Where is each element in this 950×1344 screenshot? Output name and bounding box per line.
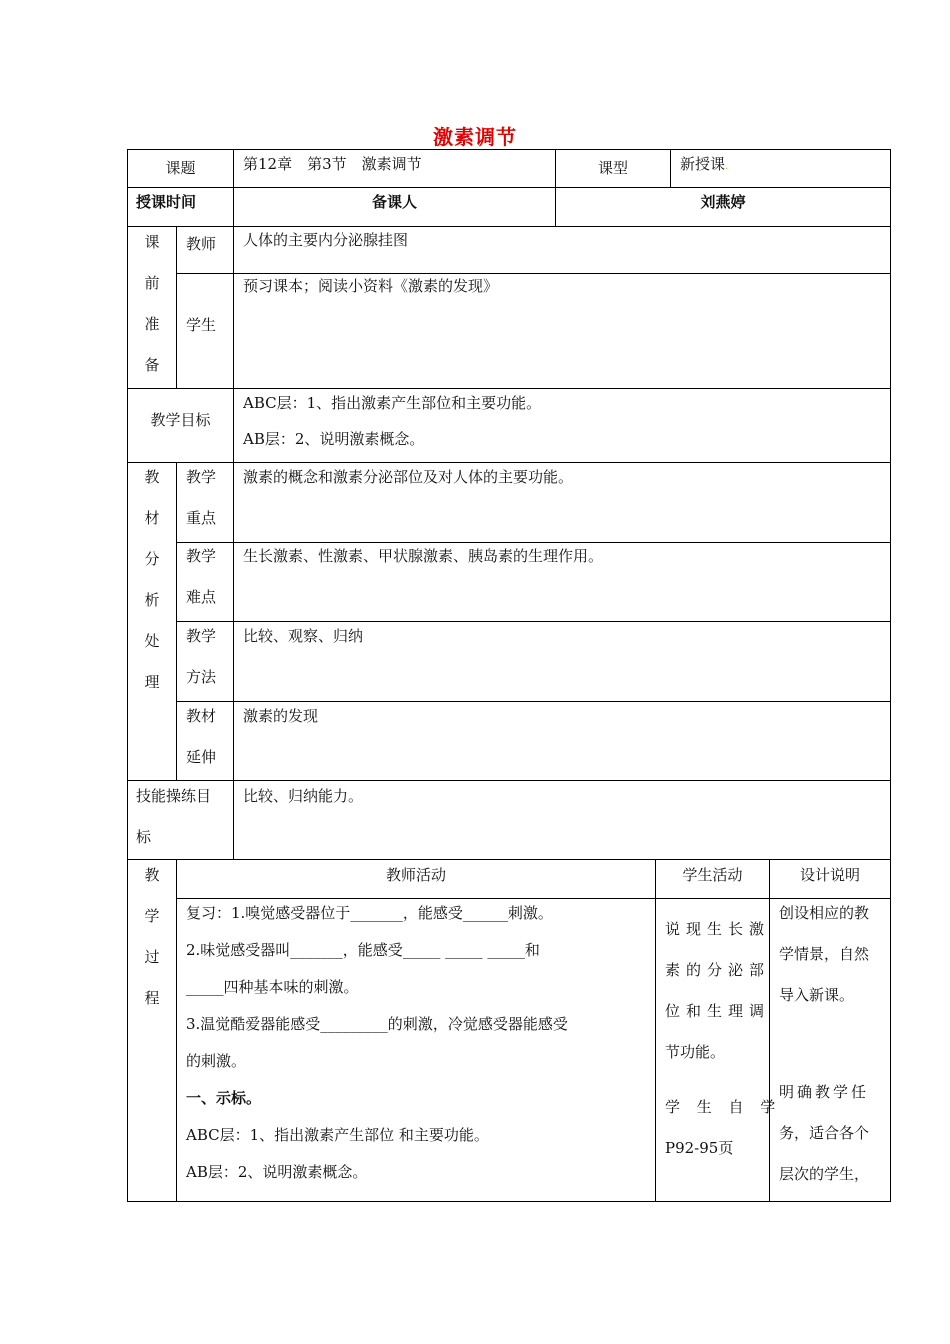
student-activity-header: 学生活动 [682, 866, 743, 884]
analysis-group-label: 教 材 分 析 处 理 [144, 468, 160, 691]
row-divider [127, 388, 891, 389]
method-label: 教学 方法 [186, 627, 217, 686]
topic-value: 第12章 第3节 激素调节 [243, 155, 422, 173]
time-label: 授课时间 [136, 193, 197, 211]
row-divider [176, 898, 891, 899]
col-divider [176, 226, 177, 388]
document-title: 激素调节 [433, 125, 517, 149]
table-border-top [127, 149, 891, 150]
extension-label: 教材 延伸 [186, 707, 217, 766]
row-divider [176, 273, 891, 274]
student-prep-value: 预习课本；阅读小资料《激素的发现》 [243, 277, 499, 295]
col-divider [233, 149, 234, 227]
teacher-prep-value: 人体的主要内分泌腺挂图 [243, 231, 409, 249]
table-border-right [890, 149, 891, 1202]
prep-group-label: 课 前 准 备 [144, 233, 160, 374]
row-divider [127, 226, 891, 227]
col-divider [176, 462, 177, 780]
col-divider [233, 462, 234, 859]
extension-value: 激素的发现 [243, 707, 319, 725]
goal-lines: ABC层：1、指出激素产生部位和主要功能。 AB层：2、说明激素概念。 [243, 394, 542, 448]
row-divider [176, 621, 891, 622]
teacher-activity-content: 复习：1.嗅觉感受器位于_______，能感受______刺激。 2.味觉感受器叫_______，能感受_____ _____ _____和 _____四种基本味的刺激。 3.温觉酷爱器能感受_________的刺激，冷觉感受器能感受 的刺激。 一、示标。 ABC层：1、指出激素产生部位 和主要功能。 AB层：2、说明激素概念。 [186, 904, 568, 1181]
row-divider [127, 780, 891, 781]
row-divider [127, 187, 891, 188]
teacher-activity-header: 教师活动 [385, 866, 446, 884]
process-group-label: 教 学 过 程 [144, 866, 160, 1007]
student-activity-content: 说现生长激 素的分泌部 位和生理调 节功能。 学 生 自 学 P92-95页 [665, 920, 782, 1157]
preparer-label: 备课人 [371, 193, 417, 211]
col-divider [233, 388, 234, 462]
col-divider [176, 859, 177, 1201]
difficulty-value: 生长激素、性激素、甲状腺激素、胰岛素的生理作用。 [243, 547, 604, 565]
type-label: 课型 [597, 159, 628, 177]
table-border-bottom [127, 1201, 891, 1202]
difficulty-label: 教学 难点 [186, 547, 217, 606]
col-divider [670, 149, 671, 188]
col-divider [655, 859, 656, 1201]
type-value: 新授课. [680, 155, 729, 173]
topic-label: 课题 [165, 159, 196, 177]
skill-label: 技能操练目 标 [136, 787, 212, 846]
method-value: 比较、观察、归纳 [243, 627, 364, 645]
row-divider [176, 542, 891, 543]
row-divider [127, 859, 891, 860]
goal-label: 教学目标 [150, 411, 211, 429]
preparer-value: 刘燕婷 [700, 193, 746, 211]
design-header: 设计说明 [799, 866, 860, 884]
design-content: 创设相应的教 学情景，自然 导入新课。 明确教学任 务，适合各个 层次的学生， [779, 904, 870, 1183]
student-prep-label: 学生 [186, 316, 217, 334]
skill-value: 比较、归纳能力。 [243, 787, 364, 805]
teacher-prep-label: 教师 [186, 235, 217, 253]
row-divider [176, 701, 891, 702]
key-point-label: 教学 重点 [186, 468, 217, 527]
key-point-value: 激素的概念和激素分泌部位及对人体的主要功能。 [243, 468, 574, 486]
col-divider [233, 226, 234, 388]
